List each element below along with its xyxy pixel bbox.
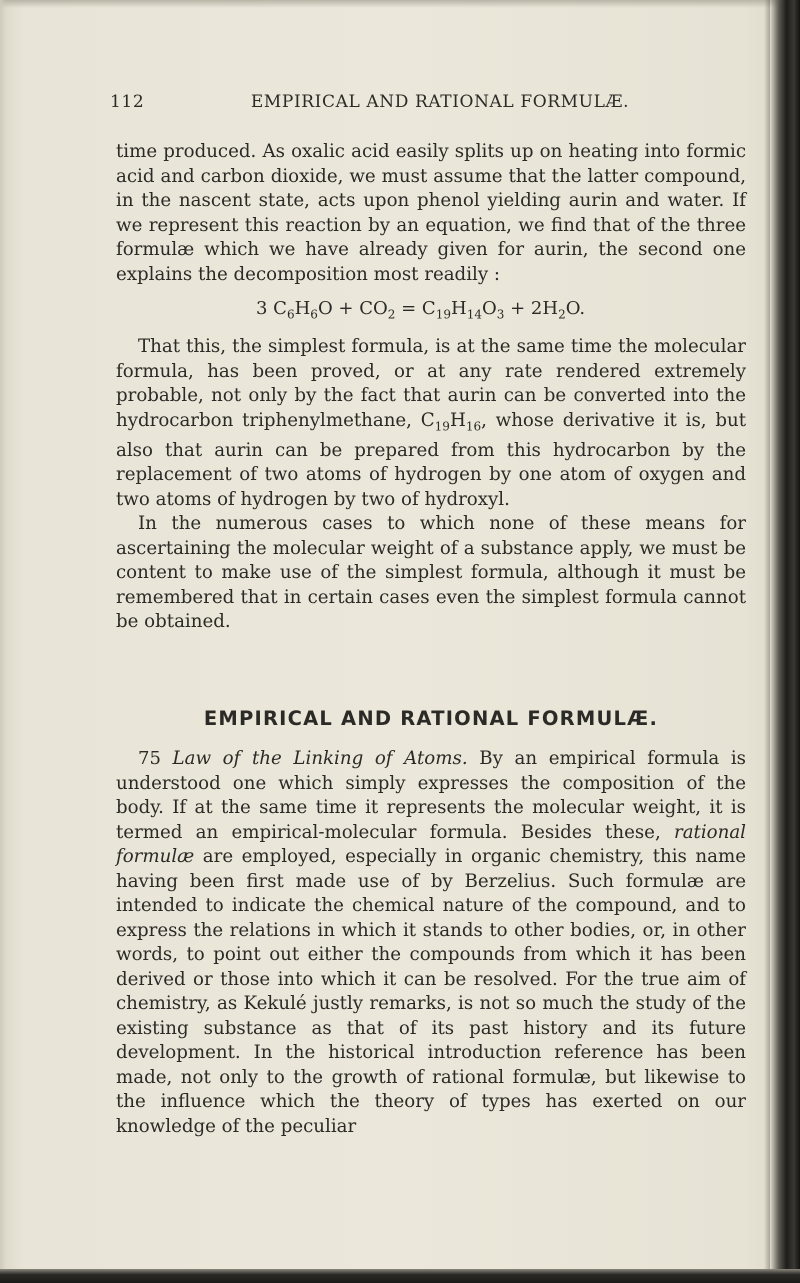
book-spine bbox=[770, 0, 800, 1283]
bottom-edge bbox=[0, 1269, 800, 1283]
paragraph-4: 75 Law of the Linking of Atoms. By an empirical formula is understood one which simply expresses the composition of the body. If at the same time it represents the molecular weight, it is termed an empirical-molecular formula. Besides these, rational formulæ are employed, especially in organic chemistry, this name having been first made use of by Berzelius. Such formulæ are intended to indicate the chemical nature of the compound, and to express the relations in which it stands to other bodies, or, in other words, to point out either the compounds from which it has been derived or those into which it can be resolved. For the true aim of chemistry, as Kekulé justly remarks, is not so much the study of the existing substance as that of its past history and its future development. In the historical introduction reference has been made, not only to the growth of rational formulæ, but likewise to the influence which the theory of types has exerted on our knowledge of the peculiar bbox=[116, 748, 746, 1137]
paragraph-2: That this, the simplest formula, is at the same time the molecular formula, has been proved, or at any rate rendered extremely probable, not only by the fact that aurin can be converted into the hydrocarbon triphenylmethane, $C_{19}H_{16}$, whose derivative it is, but also that aurin can be prepared from this hydrocarbon by the replacement of two atoms of hydrogen by one atom of oxygen and two atoms of hydrogen by two of hydroxyl. bbox=[116, 336, 746, 510]
page-header bbox=[110, 92, 750, 114]
page-top-shadow bbox=[0, 0, 800, 8]
paragraph-title: Law of the Linking of Atoms. bbox=[172, 748, 468, 770]
body-text bbox=[116, 140, 746, 1139]
italic-term: rational formulæ bbox=[116, 821, 746, 868]
running-head: EMPIRICAL AND RATIONAL FORMULÆ. bbox=[250, 92, 630, 112]
paragraph-number: 75 bbox=[138, 748, 161, 770]
chemical-equation: 3 $C_6H_6O + CO_2 = C_{19}H_{14}O_3 + 2H_2O$. bbox=[256, 298, 586, 322]
paragraph-1: time produced. As oxalic acid easily splits up on heating into formic acid and carbon dioxide, we must assume that the latter compound, in the nascent state, acts upon phenol yielding aurin and water. If we represent this reaction by an equation, we find that of the three formulæ which we have already given for aurin, the second one explains the decomposition most readily : bbox=[116, 141, 746, 285]
paragraph-3: In the numerous cases to which none of these means for ascertaining the molecular weight of a substance apply, we must be content to make use of the simplest formula, although it must be remembered that in certain cases even the simplest formula cannot be obtained. bbox=[116, 513, 746, 633]
page-number: 112 bbox=[110, 92, 145, 112]
section-heading: EMPIRICAL AND RATIONAL FORMULÆ. bbox=[203, 706, 659, 730]
page-left-edge bbox=[0, 0, 6, 1283]
